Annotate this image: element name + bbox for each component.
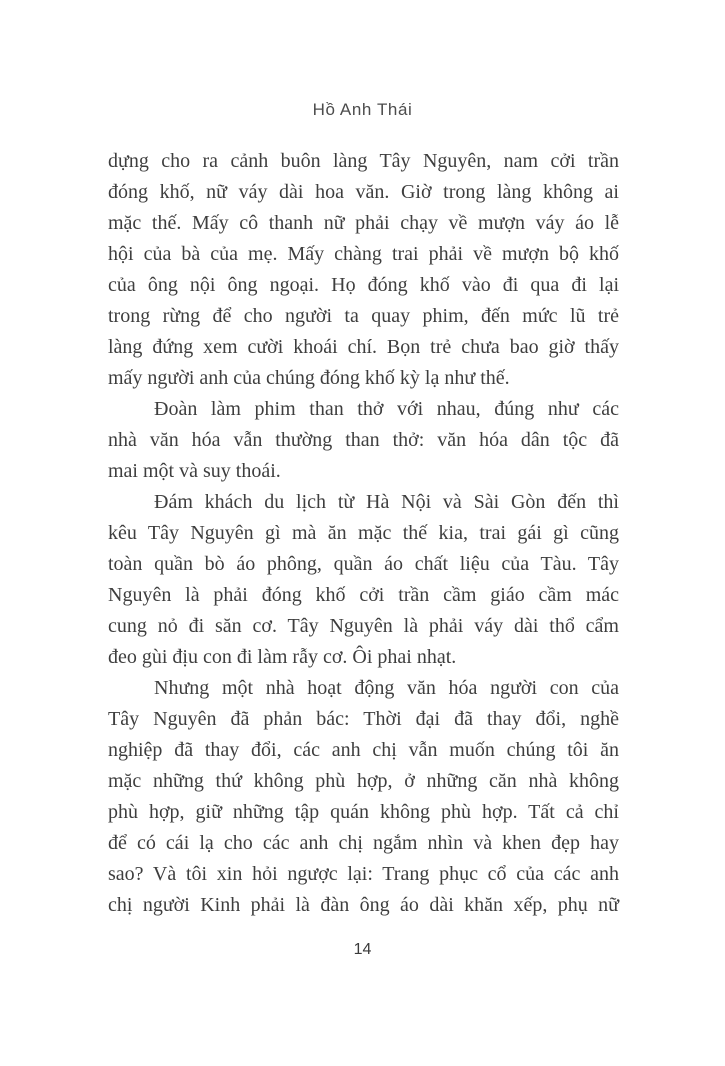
text-line: mấy người anh của chúng đóng khố kỳ lạ như thế. [108,367,510,389]
text-line: chị người Kinh phải là đàn ông áo dài khăn xếp, phụ nữ [108,894,619,916]
text-line: mặc những thứ không phù hợp, ở những căn nhà không [108,770,619,792]
text-line: sao? Và tôi xin hỏi ngược lại: Trang phục cổ của các anh [108,863,619,885]
body-text [108,146,619,921]
text-line: mặc thế. Mấy cô thanh nữ phải chạy về mượn váy áo lễ [108,212,619,234]
text-line: nhà văn hóa vẫn thường than thở: văn hóa dân tộc đã [108,429,619,451]
text-line: Tây Nguyên đã phản bác: Thời đại đã thay đổi, nghề [108,708,619,730]
text-line: trong rừng để cho người ta quay phim, đến mức lũ trẻ [108,305,619,327]
text-line: Đám khách du lịch từ Hà Nội và Sài Gòn đến thì [154,491,619,513]
text-line: nghiệp đã thay đổi, các anh chị vẫn muốn chúng tôi ăn [108,739,619,761]
text-line: Nguyên là phải đóng khố cởi trần cầm giáo cầm mác [108,584,619,606]
text-line: Đoàn làm phim than thở với nhau, đúng như các [154,398,619,420]
text-line: phù hợp, giữ những tập quán không phù hợp. Tất cả chỉ [108,801,619,823]
text-line: cung nỏ đi săn cơ. Tây Nguyên là phải váy dài thổ cẩm [108,615,619,637]
text-line: Nhưng một nhà hoạt động văn hóa người con của [154,677,619,699]
page-number: 14 [353,941,372,958]
text-line: để có cái lạ cho các anh chị ngắm nhìn và khen đẹp hay [108,832,619,854]
text-line: làng đứng xem cười khoái chí. Bọn trẻ chưa bao giờ thấy [108,336,619,358]
text-line: mai một và suy thoái. [108,460,281,482]
text-line: dựng cho ra cảnh buôn làng Tây Nguyên, nam cởi trần [108,150,619,172]
text-line: kêu Tây Nguyên gì mà ăn mặc thế kia, trai gái gì cũng [108,522,619,544]
text-line: đóng khố, nữ váy dài hoa văn. Giờ trong làng không ai [108,181,619,203]
text-line: của ông nội ông ngoại. Họ đóng khố vào đi qua đi lại [108,274,619,296]
running-header-author: Hồ Anh Thái [312,100,413,119]
text-line: đeo gùi địu con đi làm rẫy cơ. Ôi phai nhạt. [108,646,457,668]
text-line: hội của bà của mẹ. Mấy chàng trai phải về mượn bộ khố [108,243,619,265]
text-line: toàn quần bò áo phông, quần áo chất liệu của Tàu. Tây [108,553,619,575]
